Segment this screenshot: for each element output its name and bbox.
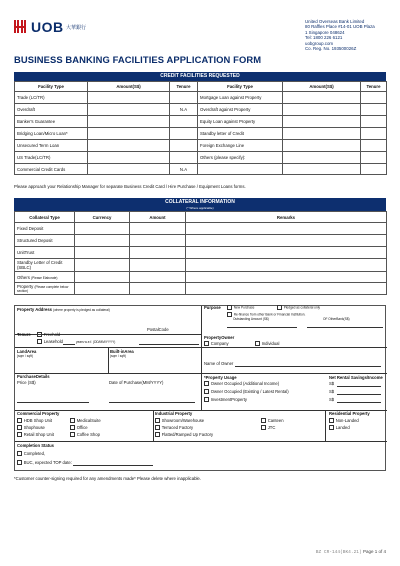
facility-label: Overdraft against Property: [198, 104, 283, 116]
lease-years-field[interactable]: [63, 344, 75, 345]
rental-field[interactable]: [337, 386, 381, 387]
checkbox-icon: [204, 397, 209, 402]
tenure-field[interactable]: [170, 92, 198, 104]
property-address-field[interactable]: [17, 315, 197, 329]
tenure-field[interactable]: [361, 164, 387, 175]
amount-field[interactable]: [130, 235, 186, 247]
facility-label: Equity Loan against Property: [198, 116, 283, 128]
checkbox-icon: [155, 432, 160, 437]
checkbox-icon: [204, 381, 209, 386]
credit-facilities-heading: CREDIT FACILITIES REQUESTED: [14, 72, 386, 81]
checkbox-icon: [70, 425, 75, 430]
tenure-freehold[interactable]: Freehold: [37, 332, 60, 337]
industrial-flatted-factory[interactable]: Flatted/Ramped Up Factory: [155, 432, 213, 437]
table-row: [15, 128, 387, 140]
checkbox-icon: [155, 418, 160, 423]
col-tenure: Tenure: [170, 82, 198, 92]
table-row: [15, 92, 387, 104]
checkbox-icon: [37, 339, 42, 344]
owner-company[interactable]: Company: [204, 341, 229, 346]
tenure-field[interactable]: [361, 92, 387, 104]
facility-label: Standby letter of Credit: [198, 128, 283, 140]
usage-owner-additional[interactable]: Owner Occupied (Additional Income): [204, 381, 279, 386]
amount-field[interactable]: [283, 164, 361, 175]
amount-field[interactable]: [283, 116, 361, 128]
purpose-pledged[interactable]: Pledged as collateral only: [277, 305, 320, 310]
tenure-field[interactable]: [170, 152, 198, 164]
table-row: [15, 259, 387, 272]
table-row: [15, 164, 387, 175]
table-row: [15, 140, 387, 152]
tenure-field[interactable]: [361, 152, 387, 164]
table-row: [15, 272, 387, 283]
col-tenure-2: Tenure: [361, 82, 387, 92]
built-in-area-unit: (sqm / sqft): [110, 354, 126, 358]
currency-field[interactable]: [75, 235, 130, 247]
currency-field[interactable]: [75, 272, 130, 283]
col-amount: Amount: [130, 212, 186, 223]
name-of-owner-label: Name of Owner: [204, 361, 234, 366]
currency-field[interactable]: [75, 283, 130, 295]
tenure-field[interactable]: [361, 140, 387, 152]
rental-field[interactable]: [337, 402, 381, 403]
checkbox-icon: [17, 432, 22, 437]
table-row: [15, 247, 387, 259]
commercial-office[interactable]: Office: [70, 425, 88, 430]
currency-field[interactable]: [75, 223, 130, 235]
industrial-showroom[interactable]: Showroom/Warehouse: [155, 418, 204, 423]
other-bank-field[interactable]: [307, 327, 383, 328]
table-row: [15, 235, 387, 247]
amount-field[interactable]: [283, 128, 361, 140]
lease-date-field[interactable]: [139, 344, 199, 345]
remarks-field[interactable]: [186, 247, 387, 259]
commercial-medical-suite[interactable]: MedicalSuite: [70, 418, 101, 423]
checkbox-icon: [155, 425, 160, 430]
industrial-terraced-factory[interactable]: Terraced Factory: [155, 425, 193, 430]
collateral-type-label: UnitTrust: [15, 247, 75, 259]
purchase-details-label: PurchaseDetails: [17, 374, 50, 379]
commercial-shophouse[interactable]: Shophouse: [17, 425, 45, 430]
facility-label: Overdraft: [15, 104, 88, 116]
property-details-section: [14, 305, 386, 471]
collateral-subheading: (* Where applicable): [186, 206, 214, 210]
collateral-type-label: Property (Please complete below section): [15, 283, 75, 295]
checkbox-icon: [17, 460, 22, 465]
col-amount-2: Amount(S$): [283, 82, 361, 92]
industrial-canteen[interactable]: Canteen: [261, 418, 284, 423]
amount-field[interactable]: [130, 283, 186, 295]
land-area-unit: (sqm / sqft): [17, 354, 33, 358]
collateral-type-label: Standby Letter of Credit (SBLC): [15, 259, 75, 272]
lease-years-label: years w.e.f. (DD/MM/YYYY): [76, 340, 116, 344]
amount-field[interactable]: [130, 247, 186, 259]
facility-label[interactable]: [198, 164, 283, 175]
amount-field[interactable]: [130, 259, 186, 272]
name-of-owner-field[interactable]: [235, 366, 381, 367]
checkbox-icon: [204, 389, 209, 394]
bank-address: United Overseas Bank Limited 80 Raffles Place #14-01 UOB Plaza 1 Singapore 048624 Tel: 1800 226 6121 uobgroup.com Co. Reg. No. 193500026Z: [305, 19, 375, 52]
collateral-table: [14, 211, 387, 295]
completion-status-label: Completion Status: [17, 443, 54, 448]
other-bank-label: OF OtherBank(S$): [323, 317, 350, 321]
facility-label: Foreign Exchange Line: [198, 140, 283, 152]
built-in-area-label: Built-inArea: [110, 349, 134, 354]
facility-label: Trade (LC/TR): [15, 92, 88, 104]
checkbox-icon: [277, 305, 282, 310]
col-facility-type: Facility Type: [15, 82, 88, 92]
purpose-label: Purpose: [204, 305, 221, 310]
rental-currency: S$: [329, 381, 335, 386]
top-date-field[interactable]: [73, 465, 153, 466]
checkbox-icon: [70, 418, 75, 423]
amount-field[interactable]: [88, 92, 170, 104]
land-area-label: LandArea: [17, 349, 37, 354]
facility-label: Others (please specify):: [198, 152, 283, 164]
rental-currency: S$: [329, 389, 335, 394]
col-currency: Currency: [75, 212, 130, 223]
checkbox-icon: [37, 332, 42, 337]
residential-property-label: Residential Property: [329, 411, 370, 416]
credit-facilities-table: [14, 81, 387, 175]
checkbox-icon: [17, 425, 22, 430]
outstanding-amount-field[interactable]: [227, 327, 297, 328]
table-row: [15, 283, 387, 295]
residential-non-landed[interactable]: Non-Landed: [329, 418, 359, 423]
collateral-heading-bar: [14, 198, 386, 211]
net-rental-label: Net Rental Savings/Income: [329, 375, 383, 380]
facility-label: US Trade(LC/TR): [15, 152, 88, 164]
facility-label: Bridging Loan/Micro Loan*: [15, 128, 88, 140]
credit-note: Please approach your Relationship Manager for separate Business Credit Card / Hire Purchase / Equipment Loans forms.: [14, 184, 246, 189]
tenure-field[interactable]: [170, 116, 198, 128]
tenure-field[interactable]: [170, 140, 198, 152]
checkbox-icon: [255, 341, 260, 346]
tenure-field[interactable]: [361, 104, 387, 116]
date-of-purchase-field[interactable]: [109, 402, 195, 403]
property-owner-label: PropertyOwner: [204, 335, 235, 340]
collateral-header-row: [15, 212, 387, 223]
bank-logo-text: UOB: [31, 19, 64, 35]
checkbox-icon: [17, 451, 22, 456]
table-row: [15, 104, 387, 116]
col-facility-type-2: Facility Type: [198, 82, 283, 92]
remarks-field[interactable]: [186, 259, 387, 272]
remarks-field[interactable]: [186, 272, 387, 283]
price-field[interactable]: [17, 402, 89, 403]
amount-field[interactable]: [88, 164, 170, 175]
commercial-coffee-shop[interactable]: Coffee Shop: [70, 432, 100, 437]
collateral-type-label: Structured Deposit: [15, 235, 75, 247]
amount-field[interactable]: [88, 140, 170, 152]
price-label: Price (S$): [17, 380, 36, 385]
page-number: Page 1 of 4: [362, 549, 386, 554]
tenure-field[interactable]: [361, 128, 387, 140]
amount-field[interactable]: [88, 104, 170, 116]
currency-field[interactable]: [75, 259, 130, 272]
col-collateral-type: Collateral Type: [15, 212, 75, 223]
amount-field[interactable]: [130, 272, 186, 283]
property-address-label: Property Address (where property is pledged as collateral): [17, 307, 110, 312]
table-row: [15, 223, 387, 235]
facility-label: Banker's Guarantee: [15, 116, 88, 128]
credit-header-row: [15, 82, 387, 92]
commercial-hdb-shop[interactable]: HDB Shop Unit: [17, 418, 52, 423]
commercial-property-label: Commercial Property: [17, 411, 60, 416]
commercial-retail-shop[interactable]: Retail Shop Unit: [17, 432, 54, 437]
tenure-field: N.A: [170, 164, 198, 175]
checkbox-icon: [261, 425, 266, 430]
facility-label: Unsecured Term Loan: [15, 140, 88, 152]
amount-field[interactable]: [130, 223, 186, 235]
tenure-field[interactable]: [361, 116, 387, 128]
table-row: [15, 152, 387, 164]
tenure-leasehold[interactable]: Leasehold: [37, 339, 63, 344]
uob-logo-icon: [14, 20, 26, 33]
amount-field[interactable]: [283, 140, 361, 152]
checkbox-icon: [17, 418, 22, 423]
remarks-field[interactable]: [186, 283, 387, 295]
industrial-property-label: Industrial Property: [155, 411, 193, 416]
rental-currency: S$: [329, 397, 335, 402]
facility-label: Commercial Credit Cards: [15, 164, 88, 175]
remarks-field[interactable]: [186, 223, 387, 235]
industrial-jtc[interactable]: JTC: [261, 425, 275, 430]
owner-individual[interactable]: Individual: [255, 341, 279, 346]
checkbox-icon: [70, 432, 75, 437]
collateral-type-label: Others (Please Elaborate): [15, 272, 75, 283]
amount-field[interactable]: [88, 116, 170, 128]
date-of-purchase-label: Date of Purchase(MM/YYYY): [109, 380, 164, 385]
rental-field[interactable]: [337, 394, 381, 395]
checkbox-icon: [204, 341, 209, 346]
usage-investment[interactable]: InvestmentProperty: [204, 397, 247, 402]
purpose-new-purchase[interactable]: New Purchase: [227, 305, 254, 310]
completion-completed[interactable]: Completed,: [17, 451, 45, 456]
postal-code-label: PostalCode: [147, 327, 169, 332]
checkbox-icon: [261, 418, 266, 423]
currency-field[interactable]: [75, 247, 130, 259]
amount-field[interactable]: [283, 104, 361, 116]
amount-field[interactable]: [88, 128, 170, 140]
remarks-field[interactable]: [186, 235, 387, 247]
page-footer: [316, 549, 386, 555]
bottom-note: *Customer counter-signing required for any amendments made* Please delete where inapplicable.: [14, 476, 202, 481]
tenure-label: Tenure: [17, 332, 31, 337]
form-code: BZ CR-144(BK4.21): [315, 550, 362, 555]
col-amount: Amount(S$): [88, 82, 170, 92]
residential-landed[interactable]: Landed: [329, 425, 350, 430]
purpose-refinance[interactable]: Re-finance from other Bank or Financial Institution.: [227, 312, 305, 317]
amount-field[interactable]: [88, 152, 170, 164]
checkbox-icon: [329, 418, 334, 423]
amount-field[interactable]: [283, 92, 361, 104]
collateral-type-label: Fixed Deposit: [15, 223, 75, 235]
tenure-field: N.A: [170, 104, 198, 116]
property-usage-label: *Property Usage: [204, 375, 237, 380]
tenure-field[interactable]: [170, 128, 198, 140]
completion-buc[interactable]: BUC, expected TOP date:: [17, 460, 72, 465]
form-title: BUSINESS BANKING FACILITIES APPLICATION FORM: [14, 54, 262, 65]
bank-logo-chinese: 大華銀行: [66, 25, 87, 31]
checkbox-icon: [329, 425, 334, 430]
outstanding-amount-label: Outstanding Amount (S$): [233, 317, 269, 321]
collateral-heading: COLLATERAL INFORMATION: [165, 199, 235, 205]
checkbox-icon: [227, 312, 232, 317]
facility-label: Mortgage Loan against Property: [198, 92, 283, 104]
checkbox-icon: [227, 305, 232, 310]
usage-owner-existing[interactable]: Owner Occupied (Existing / Latest Rental): [204, 389, 289, 394]
amount-field[interactable]: [283, 152, 361, 164]
table-row: [15, 116, 387, 128]
col-remarks: Remarks: [186, 212, 387, 223]
